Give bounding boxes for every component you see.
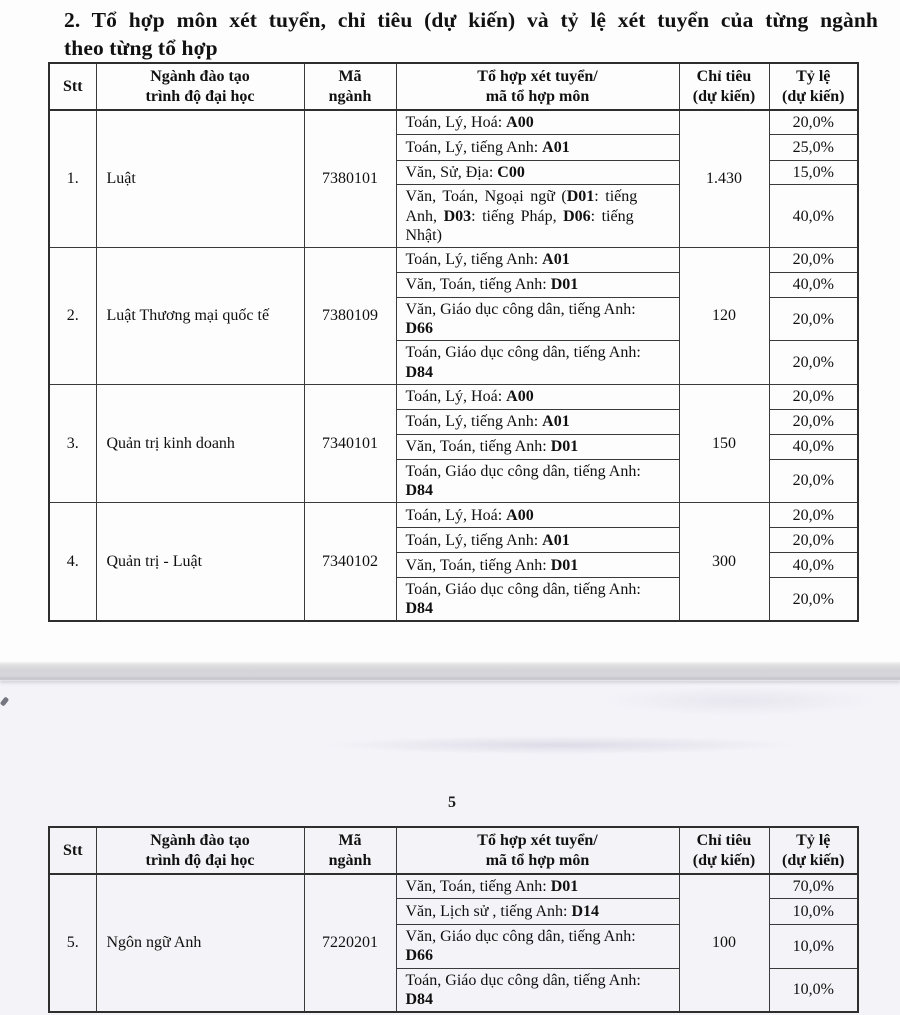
header-combo: Tổ hợp xét tuyển/ mã tổ hợp môn	[396, 827, 679, 874]
ratio-cell: 10,0%	[769, 925, 858, 968]
combo-text: Toán, Lý, tiếng Anh:	[405, 251, 543, 269]
combo-code: A01	[542, 251, 570, 269]
major-name-cell: Luật	[96, 110, 304, 247]
major-name-cell: Quản trị - Luật	[96, 503, 304, 622]
combo-text: Văn, Toán, tiếng Anh:	[405, 438, 551, 456]
section-title-line-1: 2. Tổ hợp môn xét tuyển, chỉ tiêu (dự kiến) và tỷ lệ xét tuyển của từng ngành	[64, 8, 878, 32]
combo-cell	[396, 553, 679, 578]
stt-cell: 5.	[49, 874, 96, 1012]
combo-text: Văn, Toán, tiếng Anh:	[405, 556, 551, 574]
combo-cell	[396, 503, 679, 528]
ratio-cell: 70,0%	[769, 874, 858, 899]
combo-cell	[396, 341, 679, 384]
table-row	[49, 503, 858, 528]
section-title-line-2: theo từng tổ hợp	[64, 35, 218, 60]
ratio-cell: 20,0%	[769, 384, 858, 409]
header-row	[49, 827, 858, 874]
stt-cell: 1.	[49, 110, 96, 247]
combo-text: : tiếng Pháp,	[471, 207, 564, 225]
admission-table-page2	[48, 826, 859, 1013]
combo-code: D84	[405, 481, 434, 499]
combo-cell	[396, 528, 679, 553]
combo-code: D03	[443, 207, 472, 225]
combo-code: D01	[550, 276, 579, 294]
table-row	[49, 874, 858, 899]
combo-code: D06	[563, 207, 591, 225]
combo-text: Nhật)	[405, 226, 442, 244]
stt-cell: 2.	[49, 247, 96, 384]
combo-code: D84	[405, 363, 434, 381]
combo-text: Văn, Giáo dục công dân, tiếng Anh:	[405, 300, 636, 318]
scan-smudge	[330, 736, 790, 754]
combo-text: Toán, Lý, Hoá:	[405, 114, 507, 132]
ratio-cell: 20,0%	[769, 110, 858, 135]
combo-code: A00	[506, 388, 534, 406]
admission-table-page1	[48, 62, 859, 622]
combo-text: Toán, Lý, Hoá:	[405, 388, 507, 406]
ratio-cell: 40,0%	[769, 434, 858, 459]
combo-code: C00	[497, 164, 525, 182]
ratio-cell: 20,0%	[769, 528, 858, 553]
ratio-cell: 20,0%	[769, 247, 858, 272]
header-major-code: Mã ngành	[304, 63, 396, 110]
major-name-cell: Quản trị kinh doanh	[96, 384, 304, 502]
combo-code: D84	[405, 600, 434, 618]
quota-cell: 150	[679, 384, 769, 502]
header-stt: Stt	[49, 827, 96, 874]
combo-text: Toán, Lý, tiếng Anh:	[405, 139, 543, 157]
combo-code: D01	[550, 878, 579, 896]
combo-cell	[396, 110, 679, 135]
combo-code: D01	[566, 188, 595, 206]
major-code-cell: 7380101	[304, 110, 396, 247]
combo-text: Toán, Lý, tiếng Anh:	[405, 531, 543, 549]
combo-code: D66	[405, 320, 434, 338]
combo-text: Toán, Lý, tiếng Anh:	[405, 413, 543, 431]
combo-text: Văn, Toán, Ngoại ngữ (	[405, 188, 567, 206]
header-ratio: Tỷ lệ (dự kiến)	[769, 827, 858, 874]
combo-cell	[396, 409, 679, 434]
major-name-cell: Ngôn ngữ Anh	[96, 874, 304, 1012]
combo-text: Anh,	[405, 207, 444, 225]
combo-cell	[396, 899, 679, 925]
ratio-cell: 40,0%	[769, 185, 858, 248]
ratio-cell: 10,0%	[769, 968, 858, 1012]
combo-text: Toán, Giáo dục công dân, tiếng Anh:	[405, 344, 641, 362]
major-code-cell: 7340102	[304, 503, 396, 622]
combo-code: A00	[506, 506, 534, 524]
ratio-cell: 20,0%	[769, 503, 858, 528]
combo-cell	[396, 135, 679, 161]
combo-text: Văn, Sử, Địa:	[405, 164, 498, 182]
combo-code: D66	[405, 947, 434, 965]
ratio-cell: 10,0%	[769, 899, 858, 925]
ratio-cell: 15,0%	[769, 161, 858, 185]
combo-cell	[396, 459, 679, 502]
ratio-cell: 20,0%	[769, 459, 858, 502]
combo-code: A01	[542, 139, 570, 157]
page-number: 5	[448, 794, 456, 811]
combo-code: D84	[405, 990, 434, 1008]
quota-cell: 100	[679, 874, 769, 1012]
header-combo: Tổ hợp xét tuyển/ mã tổ hợp môn	[396, 63, 679, 110]
combo-text: Văn, Lịch sử , tiếng Anh:	[405, 903, 572, 921]
combo-text: Toán, Giáo dục công dân, tiếng Anh:	[405, 462, 641, 480]
stt-cell: 3.	[49, 384, 96, 502]
header-stt: Stt	[49, 63, 96, 110]
header-ratio: Tỷ lệ (dự kiến)	[769, 63, 858, 110]
combo-text: Văn, Toán, tiếng Anh:	[405, 878, 551, 896]
major-code-cell: 7340101	[304, 384, 396, 502]
quota-cell: 300	[679, 503, 769, 622]
combo-text: Toán, Lý, Hoá:	[405, 506, 507, 524]
combo-cell	[396, 968, 679, 1012]
combo-cell	[396, 874, 679, 899]
header-quota: Chỉ tiêu (dự kiến)	[679, 63, 769, 110]
header-major-code: Mã ngành	[304, 827, 396, 874]
combo-code: A00	[506, 114, 534, 132]
major-code-cell: 7380109	[304, 247, 396, 384]
combo-text: : tiếng	[594, 188, 638, 206]
ratio-cell: 20,0%	[769, 409, 858, 434]
combo-cell	[396, 247, 679, 272]
combo-cell	[396, 272, 679, 297]
combo-cell	[396, 161, 679, 185]
quota-cell: 120	[679, 247, 769, 384]
combo-text: : tiếng	[590, 207, 634, 225]
table-row	[49, 110, 858, 135]
combo-code: D14	[571, 903, 600, 921]
ratio-cell: 20,0%	[769, 341, 858, 384]
combo-code: D01	[550, 438, 579, 456]
ratio-cell: 40,0%	[769, 553, 858, 578]
header-major: Ngành đào tạo trình độ đại học	[96, 63, 304, 110]
combo-text: Toán, Giáo dục công dân, tiếng Anh:	[405, 971, 641, 989]
page-break-separator	[0, 662, 900, 681]
combo-cell	[396, 434, 679, 459]
ratio-cell: 20,0%	[769, 578, 858, 622]
combo-cell	[396, 185, 679, 248]
major-code-cell: 7220201	[304, 874, 396, 1012]
header-major: Ngành đào tạo trình độ đại học	[96, 827, 304, 874]
major-name-cell: Luật Thương mại quốc tế	[96, 247, 304, 384]
combo-text: Văn, Giáo dục công dân, tiếng Anh:	[405, 928, 636, 946]
quota-cell: 1.430	[679, 110, 769, 247]
combo-cell	[396, 297, 679, 340]
combo-cell	[396, 925, 679, 968]
header-quota: Chỉ tiêu (dự kiến)	[679, 827, 769, 874]
header-row	[49, 63, 858, 110]
ratio-cell: 25,0%	[769, 135, 858, 161]
ratio-cell: 40,0%	[769, 272, 858, 297]
combo-code: A01	[542, 413, 570, 431]
combo-text: Toán, Giáo dục công dân, tiếng Anh:	[405, 581, 641, 599]
ratio-cell: 20,0%	[769, 297, 858, 340]
combo-cell	[396, 578, 679, 622]
stt-cell: 4.	[49, 503, 96, 622]
table-row	[49, 384, 858, 409]
combo-cell	[396, 384, 679, 409]
combo-code: D01	[550, 556, 579, 574]
scan-smudge	[600, 686, 880, 716]
table-row	[49, 247, 858, 272]
combo-text: Văn, Toán, tiếng Anh:	[405, 276, 551, 294]
section-title	[64, 7, 878, 62]
combo-code: A01	[542, 531, 570, 549]
